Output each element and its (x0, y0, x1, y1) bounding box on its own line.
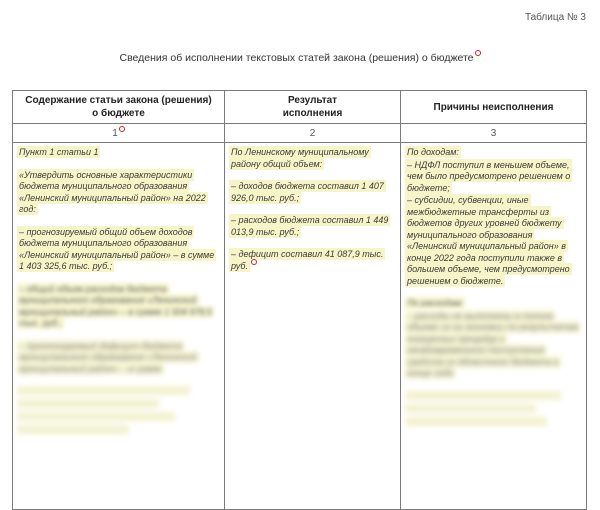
column-number-row (13, 124, 587, 143)
comment-marker-icon[interactable] (251, 259, 257, 265)
reason-paragraph (405, 160, 582, 195)
law-paragraph-text: – общий объем расходов бюджета муниципального образования «Ленинский муниципальный район» – в сумме 1 504 978,5 тыс. руб.; (19, 283, 212, 328)
reason-paragraph-text: По расходам: (407, 298, 464, 308)
law-paragraph (17, 227, 220, 273)
reason-paragraph-text: – субсидии, субвенции, иные межбюджетные трансферты из бюджетов других уровней бюджету муниципального образования «Ленинский муниципальный район» в конце 2022 года поступили также в большем объеме, чем предусмотрено решением о бюджете. (407, 195, 570, 286)
column-number-1 (13, 124, 225, 143)
cell-execution-result (225, 143, 401, 510)
result-paragraph (229, 249, 396, 272)
law-paragraph-blurred (17, 284, 220, 330)
reason-paragraph (405, 147, 582, 159)
result-paragraph-text: – дефицит составил 41 087,9 тыс. руб. (231, 249, 384, 271)
reason-paragraph-text: По доходам: (407, 147, 459, 157)
column-header-result-line1: Результат (287, 95, 338, 106)
reason-paragraph-text: – НДФЛ поступил в меньшем объеме, чем было предусмотрено решением о бюджете; (407, 159, 571, 193)
document-title (0, 52, 600, 64)
budget-execution-table (12, 90, 587, 510)
law-paragraph (17, 170, 220, 216)
column-header-content-line1: Содержание статьи закона (решения) (25, 95, 212, 106)
blurred-filler (17, 386, 220, 434)
reason-paragraph-text: – расходы не выполнены в полном объеме из-за экономии по результатам конкурсных процедур и несвоевременного поступления средств из областного бюджета в конце года (407, 310, 579, 378)
comment-marker-icon[interactable] (475, 50, 481, 56)
reason-paragraph (405, 195, 582, 287)
result-paragraph-text: – расходов бюджета составил 1 449 013,9 тыс. руб.; (231, 215, 389, 237)
law-paragraph-text: – прогнозируемый общий объем доходов бюджета муниципального образования «Ленинский муниципальный район» – в сумме 1 403 325,6 тыс. руб.; (19, 226, 215, 271)
column-header-result-line2: исполнения (282, 108, 343, 119)
result-paragraph-text: – доходов бюджета составил 1 407 926,0 тыс. руб.; (231, 181, 384, 203)
column-header-content-line2: о бюджете (92, 108, 145, 119)
table-number: Таблица № 3 (524, 12, 586, 23)
column-header-reasons (401, 91, 587, 124)
column-number-2: 2 (225, 124, 401, 143)
column-header-reasons-line1: Причины неисполнения (433, 101, 554, 113)
law-paragraph-text: – прогнозируемый дефицит бюджета муниципального образования «Ленинский муниципальный район» – в сумме (19, 340, 197, 374)
column-header-content (13, 91, 225, 124)
reason-paragraph-blurred (405, 311, 582, 380)
cell-non-execution-reasons (401, 143, 587, 510)
law-paragraph-blurred (17, 341, 220, 376)
law-paragraph (17, 147, 220, 159)
result-paragraph (229, 215, 396, 238)
law-paragraph-text: «Утвердить основные характеристики бюджета муниципального образования «Ленинский муниципальный район» на 2022 год: (19, 169, 206, 214)
comment-marker-icon[interactable] (119, 126, 125, 132)
document-title-text: Сведения об исполнении текстовых статей закона (решения) о бюджете (119, 52, 474, 64)
blurred-filler (405, 391, 582, 426)
column-number-3: 3 (401, 124, 587, 143)
reason-paragraph-blurred (405, 298, 582, 310)
cell-law-content (13, 143, 225, 510)
column-number-1-text: 1 (112, 127, 118, 139)
result-paragraph-text: По Ленинскому муниципальному району общий объем: (231, 147, 369, 169)
table-row (13, 143, 587, 510)
law-paragraph-text: Пункт 1 статьи 1 (19, 147, 99, 157)
header-row (13, 91, 587, 124)
result-paragraph (229, 181, 396, 204)
column-header-result (225, 91, 401, 124)
result-paragraph (229, 147, 396, 170)
